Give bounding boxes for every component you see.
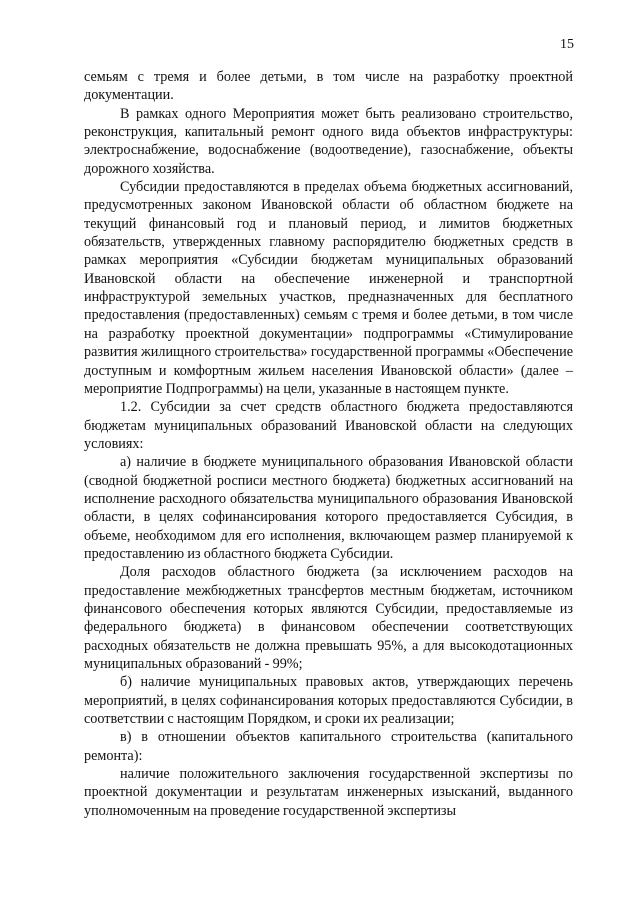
paragraph-budget-share: Доля расходов областного бюджета (за исключением расходов на предоставление межбюджетных трансфертов местным бюджетам, источником финансового обеспечения которых являются Субсидии, предоставляемые из федерального бюджета) в финансовом обеспечении соответствующих расходных обязательств не должна превышать 95%, а для высокодотационных муниципальных образований - 99%;	[84, 564, 573, 672]
document-body	[84, 68, 573, 820]
page-number: 15	[560, 37, 574, 52]
paragraph-single-measure: В рамках одного Мероприятия может быть реализовано строительство, реконструкция, капитальный ремонт одного вида объектов инфраструктуры: электроснабжение, водоснабжение (водоотведение), газоснабжение, объекты дорожного хозяйства.	[84, 105, 573, 177]
paragraph-section-1-2: 1.2. Субсидии за счет средств областного бюджета предоставляются бюджетам муниципальных образований Ивановской области на следующих условиях:	[84, 399, 573, 452]
paragraph-condition-a: а) наличие в бюджете муниципального образования Ивановской области (сводной бюджетной росписи местного бюджета) бюджетных ассигнований на исполнение расходного обязательства муниципального образования Ивановской области, в целях софинансирования которого предоставляется Субсидия, в объеме, необходимом для его исполнения, включающем размер планируемой к предоставлению из областного бюджета Субсидии.	[84, 454, 573, 562]
paragraph-condition-b: б) наличие муниципальных правовых актов, утверждающих перечень мероприятий, в целях софинансирования которых предоставляются Субсидии, в соответствии с настоящим Порядком, и сроки их реализации;	[84, 674, 573, 728]
paragraph-condition-v: в) в отношении объектов капитального строительства (капитального ремонта):	[84, 729, 573, 764]
paragraph-continuation: семьям с тремя и более детьми, в том числе на разработку проектной документации.	[84, 69, 573, 104]
paragraph-subsidy-limits: Субсидии предоставляются в пределах объема бюджетных ассигнований, предусмотренных законом Ивановской области об областном бюджете на текущий финансовый год и плановый период, и лимитов бюджетных обязательств, утвержденных главному распорядителю бюджетных средств в рамках мероприятия «Субсидии бюджетам муниципальных образований Ивановской области на обеспечение инженерной и транспортной инфраструктурой земельных участков, предназначенных для бесплатного предоставления (предоставленных) семьям с тремя и более детьми, в том числе на разработку проектной документации» подпрограммы «Стимулирование развития жилищного строительства» государственной программы «Обеспечение доступным и комфортным жильем населения Ивановской области» (далее – мероприятие Подпрограммы) на цели, указанные в настоящем пункте.	[84, 179, 573, 397]
paragraph-expertise: наличие положительного заключения государственной экспертизы по проектной документации и результатам инженерных изысканий, выданного уполномоченным на проведение государственной экспертизы	[84, 766, 573, 819]
